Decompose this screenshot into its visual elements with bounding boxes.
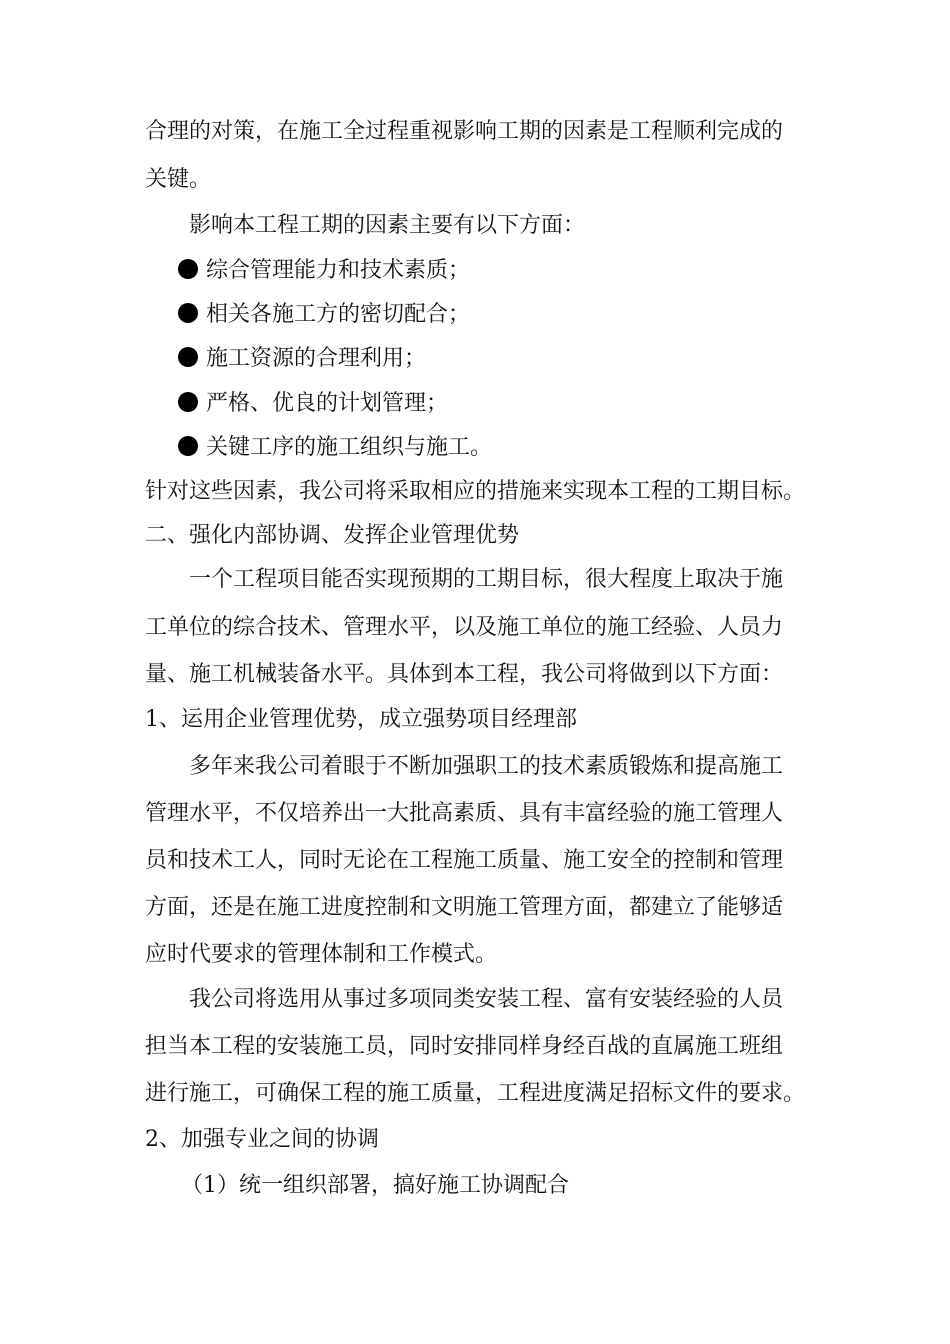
paragraph-line: 关键。 <box>145 167 212 192</box>
paragraph-line: 合理的对策，在施工全过程重视影响工期的因素是工程顺利完成的 <box>145 119 784 144</box>
list-item <box>178 389 858 419</box>
paragraph-line: 针对这些因素，我公司将采取相应的措施来实现本工程的工期目标。 <box>145 479 806 504</box>
list-item-text: 综合管理能力和技术素质； <box>206 258 471 283</box>
list-item <box>178 300 858 330</box>
list-item <box>178 433 858 463</box>
list-item-text: 相关各施工方的密切配合； <box>206 302 471 327</box>
subsection-heading: 1、运用企业管理优势，成立强势项目经理部 <box>145 707 577 732</box>
paragraph-line: 应时代要求的管理体制和工作模式。 <box>145 942 498 967</box>
paragraph-line: 员和技术工人，同时无论在工程施工质量、施工安全的控制和管理 <box>145 848 784 873</box>
list-item <box>178 344 858 374</box>
paragraph-line: 担当本工程的安装施工员，同时安排同样身经百战的直属施工班组 <box>145 1034 784 1059</box>
bullet-icon <box>178 347 198 367</box>
list-item-text: 施工资源的合理利用； <box>206 346 427 371</box>
paragraph-line: 方面，还是在施工进度控制和文明施工管理方面，都建立了能够适 <box>145 895 784 920</box>
subsection-heading: （1）统一组织部署，搞好施工协调配合 <box>181 1173 569 1198</box>
bullet-icon <box>178 436 198 456</box>
bullet-icon <box>178 259 198 279</box>
paragraph-line: 我公司将选用从事过多项同类安装工程、富有安装经验的人员 <box>189 987 784 1012</box>
paragraph-line: 影响本工程工期的因素主要有以下方面： <box>189 213 586 238</box>
subsection-heading: 2、加强专业之间的协调 <box>145 1127 379 1152</box>
paragraph-line: 管理水平，不仅培养出一大批高素质、具有丰富经验的施工管理人 <box>145 801 784 826</box>
list-item <box>178 256 858 286</box>
paragraph-line: 工单位的综合技术、管理水平，以及施工单位的施工经验、人员力 <box>145 615 784 640</box>
bullet-icon <box>178 392 198 412</box>
bullet-icon <box>178 303 198 323</box>
paragraph-line: 量、施工机械装备水平。具体到本工程，我公司将做到以下方面： <box>145 662 784 687</box>
list-item-text: 关键工序的施工组织与施工。 <box>206 435 493 460</box>
list-item-text: 严格、优良的计划管理； <box>206 391 449 416</box>
section-heading: 二、强化内部协调、发挥企业管理优势 <box>145 523 520 548</box>
paragraph-line: 一个工程项目能否实现预期的工期目标，很大程度上取决于施 <box>189 567 784 592</box>
paragraph-line: 进行施工，可确保工程的施工质量，工程进度满足招标文件的要求。 <box>145 1081 806 1106</box>
paragraph-line: 多年来我公司着眼于不断加强职工的技术素质锻炼和提高施工 <box>189 754 784 779</box>
